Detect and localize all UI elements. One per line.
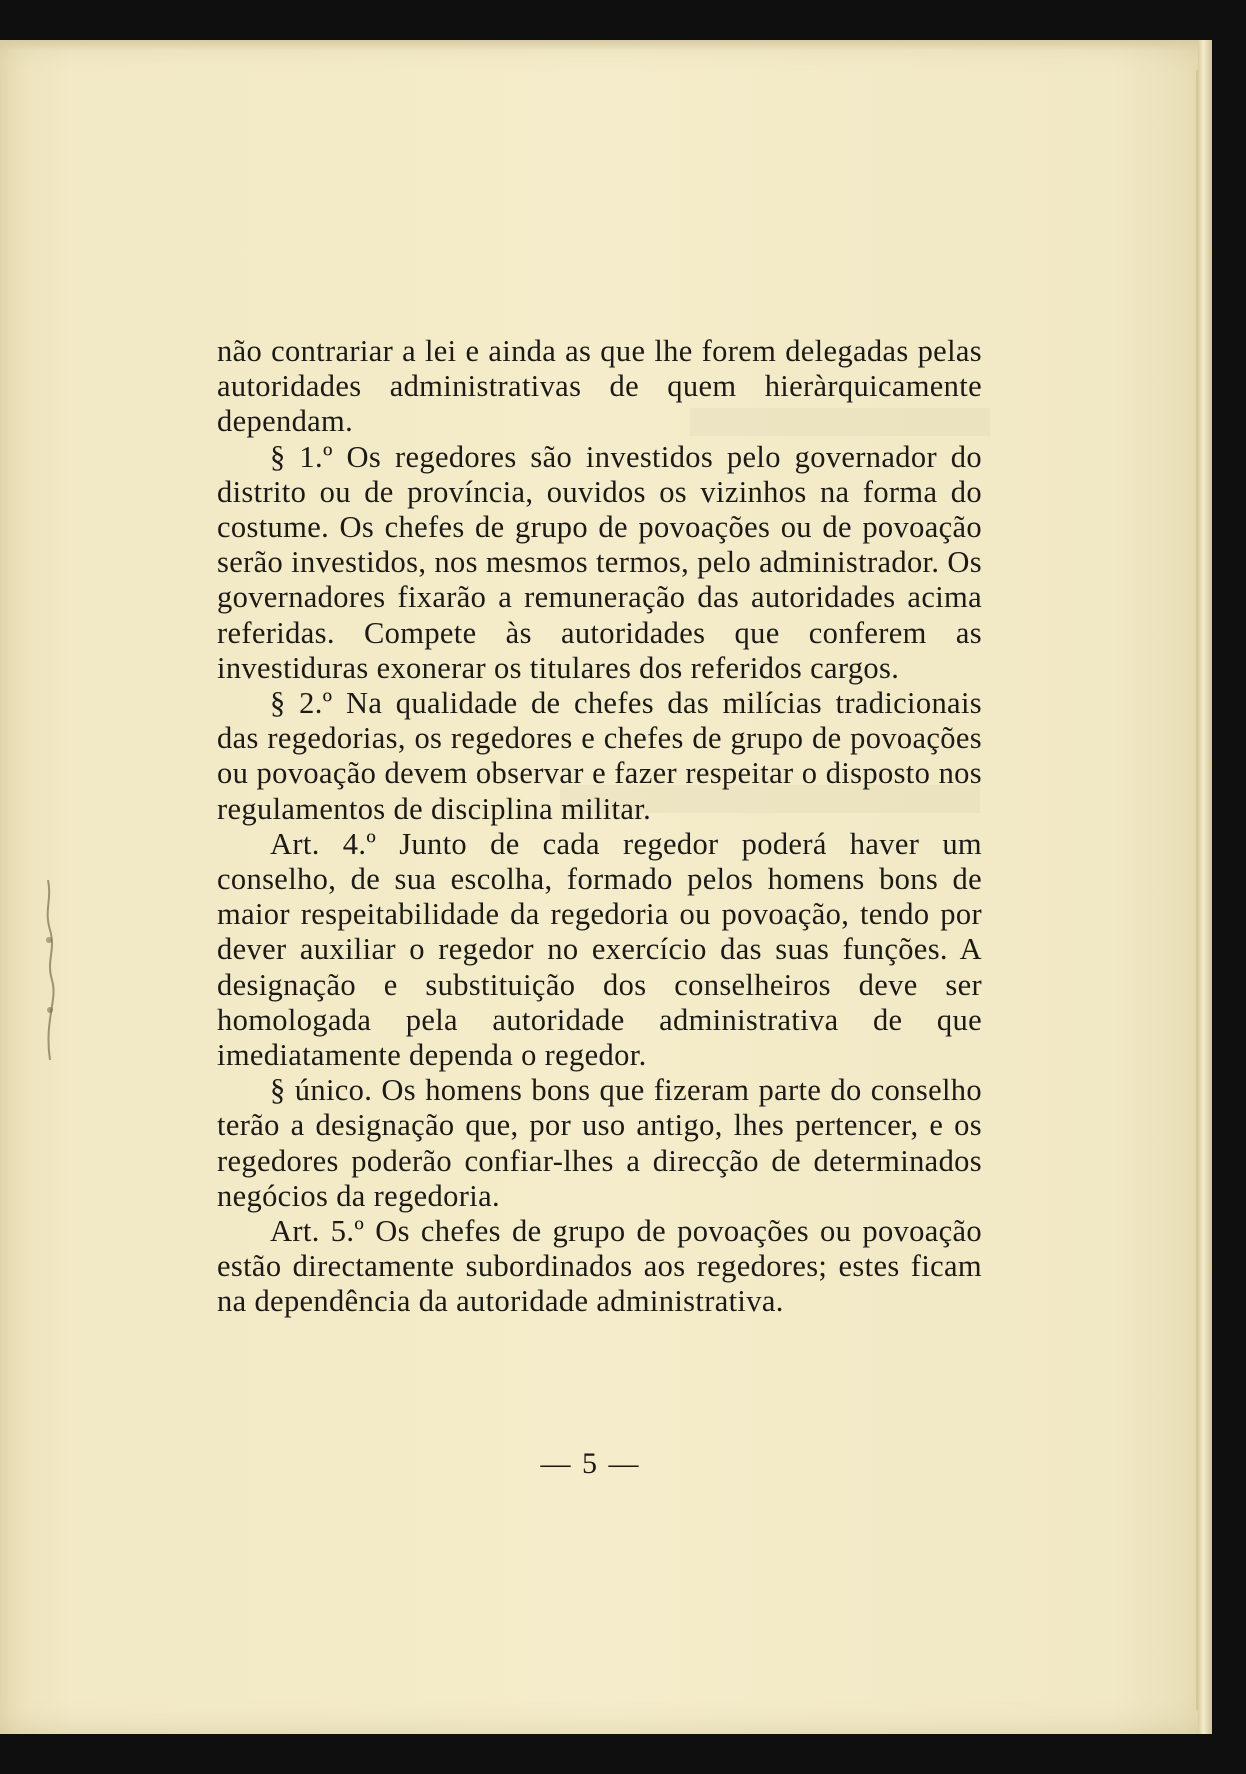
body-text: [217, 334, 982, 1320]
paragraph-art4-unico: § único. Os homens bons que fizeram parte do conselho terão a designação que, por uso antigo, lhes pertencer, e os regedores poderão confiar-lhes a direcção de determinados negócios da regedoria.: [217, 1073, 982, 1213]
paragraph-art5: Art. 5.º Os chefes de grupo de povoações ou povoação estão directamente subordinados aos regedores; estes ficam na dependência da autoridade administrativa.: [217, 1214, 982, 1319]
paragraph-art3-par1: § 1.º Os regedores são investidos pelo governador do distrito ou de província, ouvidos os vizinhos na forma do costume. Os chefes de grupo de povoações ou de povoação serão investidos, nos mesmos termos, pelo administrador. Os governadores fixarão a remuneração das autoridades acima referidas. Compete às autoridades que conferem as investiduras exonerar os titulares dos referidos cargos.: [217, 439, 982, 685]
paragraph-continuation: não contrariar a lei e ainda as que lhe forem delegadas pelas autoridades administrativas de quem hieràrquicamente dependam.: [217, 334, 982, 439]
binding-thread-mark: [38, 880, 60, 1060]
page-top-fold: [0, 40, 1212, 50]
page-number: — 5 —: [540, 1447, 641, 1480]
page-right-edge: [1198, 40, 1212, 1734]
paragraph-art3-par2: § 2.º Na qualidade de chefes das milícias tradicionais das regedorias, os regedores e chefes de grupo de povoações ou povoação devem observar e fazer respeitar o disposto nos regulamentos de disciplina militar.: [217, 686, 982, 826]
paragraph-art4: Art. 4.º Junto de cada regedor poderá haver um conselho, de sua escolha, formado pelos homens bons de maior respeitabilidade da regedoria ou povoação, tendo por dever auxiliar o regedor no exercício das suas funções. A designação e substituição dos conselheiros deve ser homologada pela autoridade administrativa de que imediatamente dependa o regedor.: [217, 826, 982, 1073]
